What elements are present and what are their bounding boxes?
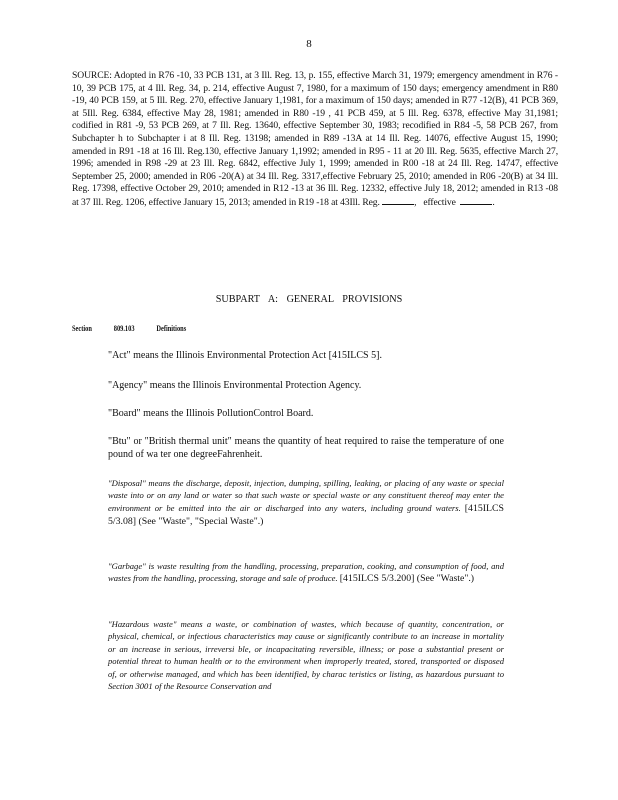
disposal-citation: [415ILCS 5/3.08] (See "Waste", "Special Waste".) — [108, 502, 504, 528]
source-note — [72, 70, 558, 210]
source-end: . — [492, 196, 495, 208]
definition-agency: "Agency" means the Illinois Environmental Protection Agency. — [108, 380, 362, 391]
source-text: SOURCE: Adopted in R76 -10, 33 PCB 131, at 3 Ill. Reg. 13, p. 155, effective March 31, 1979; emergency amendment in R76 - 10, 39 PCB 175, at 4 Ill. Reg. 34, p. 214, effective August 7, 1980, for a maximum of 150 days; emergency amendment in R80 -19, 40 PCB 159, at 5 Ill. Reg. 270, effective January 1,1981, for a maximum of 150 days; amended in R77 -12(B), 41 PCB 369, at 5Ill. Reg. 6384, effective May 28, 1981; amended in R80 -19 , 41 PCB 459, at 5 Ill. Reg. 6378, effective May 31,1981; codified in R81 -9, 53 PCB 269, at 7 Ill. Reg. 13640, effective September 30, 1983; recodified in R84 -5, 58 PCB 267, from Subchapter h to Subchapter i at 8 Ill. Reg. 13198; amended in R89 -13A at 14 Ill. Reg. 14076, effective August 15, 1990; amended in R91 -18 at 16 Ill. Reg.130, effective January 1,1992; amended in R95 - 11 at 20 Ill. Reg. 5635, effective March 27, 1996; amended in R98 -29 at 23 Ill. Reg. 6842, effective July 1, 1999; amended in R00 -18 at 24 Ill. Reg. 14747, effective September 25, 2000; amended in R06 -20(A) at 34 Ill. Reg. 3317,effective February 25, 2010; amended in R06 -20(B) at 34 Ill. Reg. 17398, effective October 29, 2010; amended in R12 -13 at 36 Ill. Reg. 12332, effective July 18, 2012; amended in R13 -08 at 37 Ill. Reg. 1206, effective January 15, 2013; amended in R19 -18 at 43Ill. Reg. — [72, 70, 558, 208]
definition-disposal — [108, 477, 504, 529]
definition-act: "Act" means the Illinois Environmental Protection Act [415ILCS 5]. — [108, 350, 382, 361]
definition-btu: "Btu" or "British thermal unit" means the quantity of heat required to raise the temperature of one pound of wa ter one degreeFahrenheit. — [108, 436, 504, 460]
blank-line-effective — [460, 196, 492, 205]
definition-board: "Board" means the Illinois PollutionControl Board. — [108, 408, 314, 419]
section-heading — [72, 324, 206, 333]
source-effective-label: effective — [423, 196, 456, 208]
hazardous-text: "Hazardous waste" means a waste, or combination of wastes, which because of quantity, concentration, or physical, chemical, or infectious characteristics may cause or significantly contribute to an increase in mortality or an increase in serious, irreversi ble, or incapacitating reversible, illness; or pose a substantial present or potential threat to human health or to the environment when improperly treated, stored, transported or disposed of, or otherwise managed, and which has been identified, by charac teristics or listing, as hazardous pursuant to Section 3001 of the Resource Conservation and — [108, 619, 504, 692]
definition-hazardous-waste — [108, 618, 504, 692]
section-title: Definitions — [156, 324, 187, 333]
subpart-heading: SUBPART A: GENERAL PROVISIONS — [215, 294, 403, 305]
section-number: 809.103 — [113, 324, 135, 333]
blank-line-register — [382, 196, 414, 205]
section-label: Section — [72, 324, 92, 333]
garbage-text: "Garbage" is waste resulting from the handling, processing, preparation, cooking, and consumption of food, and wastes from the handling, processing, storage and sale of produce. — [108, 561, 504, 584]
disposal-text: "Disposal" means the discharge, deposit, injection, dumping, spilling, leaking, or placing of any waste or special waste into or on any land or water so that such waste or special waste or any constituent thereof may enter the environment or be emitted into the air or discharged into any waters, including ground waters. — [108, 478, 504, 513]
definition-garbage — [108, 560, 504, 586]
page-number: 8 — [306, 38, 312, 50]
source-separator: , — [414, 196, 417, 208]
garbage-citation: [415ILCS 5/3.200] (See "Waste".) — [339, 573, 475, 585]
